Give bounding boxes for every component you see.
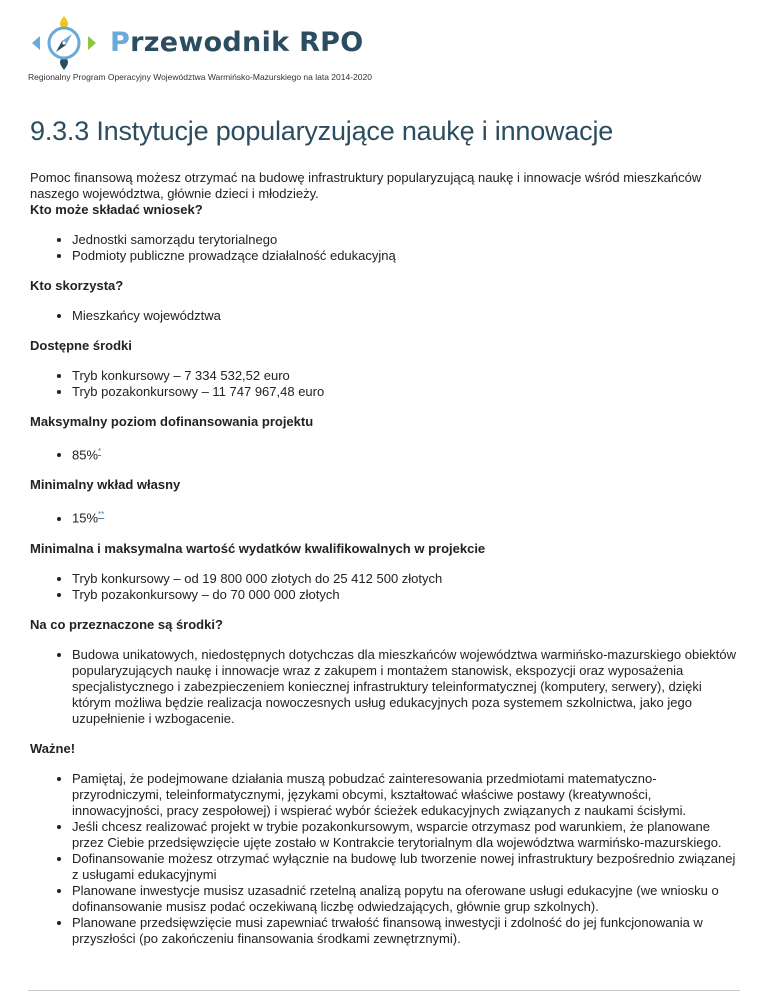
footnote-link[interactable]: ** [98, 510, 105, 520]
who-can-apply-list [30, 232, 742, 264]
logo-text [110, 27, 364, 58]
list-item: • Tryb pozakonkursowy – do 70 000 000 złotych [72, 587, 742, 603]
page-title: 9.3.3 Instytucje popularyzujące naukę i innowacje [30, 116, 614, 146]
list-item: • Mieszkańcy województwa [72, 308, 742, 324]
list-item: • Planowane inwestycje musisz uzasadnić rzetelną analizą popytu na oferowane usługi edukacyjne (we wniosku o dofinansowanie musisz podać oczekiwaną liczbę odwiedzających, głównie grup szkolnych). [72, 883, 742, 915]
list-item: • Tryb konkursowy – od 19 800 000 złotych do 25 412 500 złotych [72, 571, 742, 587]
important-list [30, 771, 742, 947]
important-label: Ważne! [30, 740, 76, 756]
list-item [72, 444, 742, 463]
max-level-label: Maksymalny poziom dofinansowania projektu [30, 414, 314, 429]
who-benefits-list [30, 308, 742, 324]
list-item: • Tryb pozakonkursowy – 11 747 967,48 euro [72, 384, 742, 400]
list-item: • Dofinansowanie możesz otrzymać wyłącznie na budowę lub tworzenie nowej infrastruktury bezpośrednio związanej z usługami edukacyjnymi [72, 851, 742, 883]
list-item: • Budowa unikatowych, niedostępnych dotychczas dla mieszkańców województwa warmińsko-mazurskiego obiektów popularyzujących naukę i innowacje wraz z zakupem i montażem stanowisk, ekspozycji oraz wyposażenia specjalistycznego i zabezpieczeniem koniecznej infrastruktury teleinformatycznej (komputery, serwery), dzięki którym możliwa będzie realizacja nowoczesnych usług edukacyjnych poza systemem szkolnictwa, jako jego uzupełnienie i wzbogacenie. [72, 647, 742, 727]
purpose-label: Na co przeznaczone są środki? [30, 616, 223, 632]
compass-logo-icon [28, 14, 100, 72]
list-item: • Jeśli chcesz realizować projekt w trybie pozakonkursowym, wsparcie otrzymasz pod warunkiem, że planowane przez Ciebie przedsięwzięcie ujęte zostało w Kontrakcie terytorialnym dla województwa warmińsko-mazurskiego. [72, 819, 742, 851]
main-content [30, 170, 742, 961]
list-item: • Pamiętaj, że podejmowane działania muszą pobudzać zainteresowania przedmiotami matematyczno-przyrodniczymi, teleinformatycznymi, językami obcymi, kształtować właściwe postawy (kreatywności, innowacyjności, pracy zespołowej) i wspierać wybór ścieżek edukacyjnych związanych z naukami ścisłymi. [72, 771, 742, 819]
list-item: • Planowane przedsięwzięcie musi zapewniać trwałość finansową inwestycji i zdolność do jej funkcjonowania w przyszłości (po zakończeniu finansowania środkami zewnętrznymi). [72, 915, 742, 947]
who-can-apply-label: Kto może składać wniosek? [30, 202, 203, 217]
who-benefits-label: Kto skorzysta? [30, 278, 124, 293]
min-contribution-list [30, 507, 742, 526]
footnote-link[interactable]: * [98, 447, 102, 456]
max-level-value: 85% [72, 447, 99, 463]
max-level-list [30, 444, 742, 463]
purpose-list [30, 647, 742, 727]
min-contribution-value: 15% [72, 510, 99, 526]
page-header [28, 14, 748, 86]
eligible-costs-label: Minimalna i maksymalna wartość wydatków kwalifikowalnych w projekcie [30, 540, 486, 556]
list-item: • Tryb konkursowy – 7 334 532,52 euro [72, 368, 742, 384]
funds-list [30, 368, 742, 400]
list-item: • Podmioty publiczne prowadzące działalność edukacyjną [72, 248, 742, 264]
funds-label: Dostępne środki [30, 338, 132, 353]
intro-text: Pomoc finansową możesz otrzymać na budowę infrastruktury popularyzującą naukę i innowacje wśród mieszkańców naszego województwa, głównie dzieci i młodzieży. [30, 170, 702, 201]
list-item [72, 507, 742, 526]
logo-prefix: P [110, 27, 131, 58]
header-subtitle: Regionalny Program Operacyjny Województwa Warmińsko-Mazurskiego na lata 2014-2020 [28, 72, 372, 82]
list-item: • Jednostki samorządu terytorialnego [72, 232, 742, 248]
footer-divider [28, 990, 740, 991]
eligible-costs-list [30, 571, 742, 603]
logo-rest: rzewodnik RPO [130, 27, 364, 58]
min-contribution-label: Minimalny wkład własny [30, 477, 181, 493]
